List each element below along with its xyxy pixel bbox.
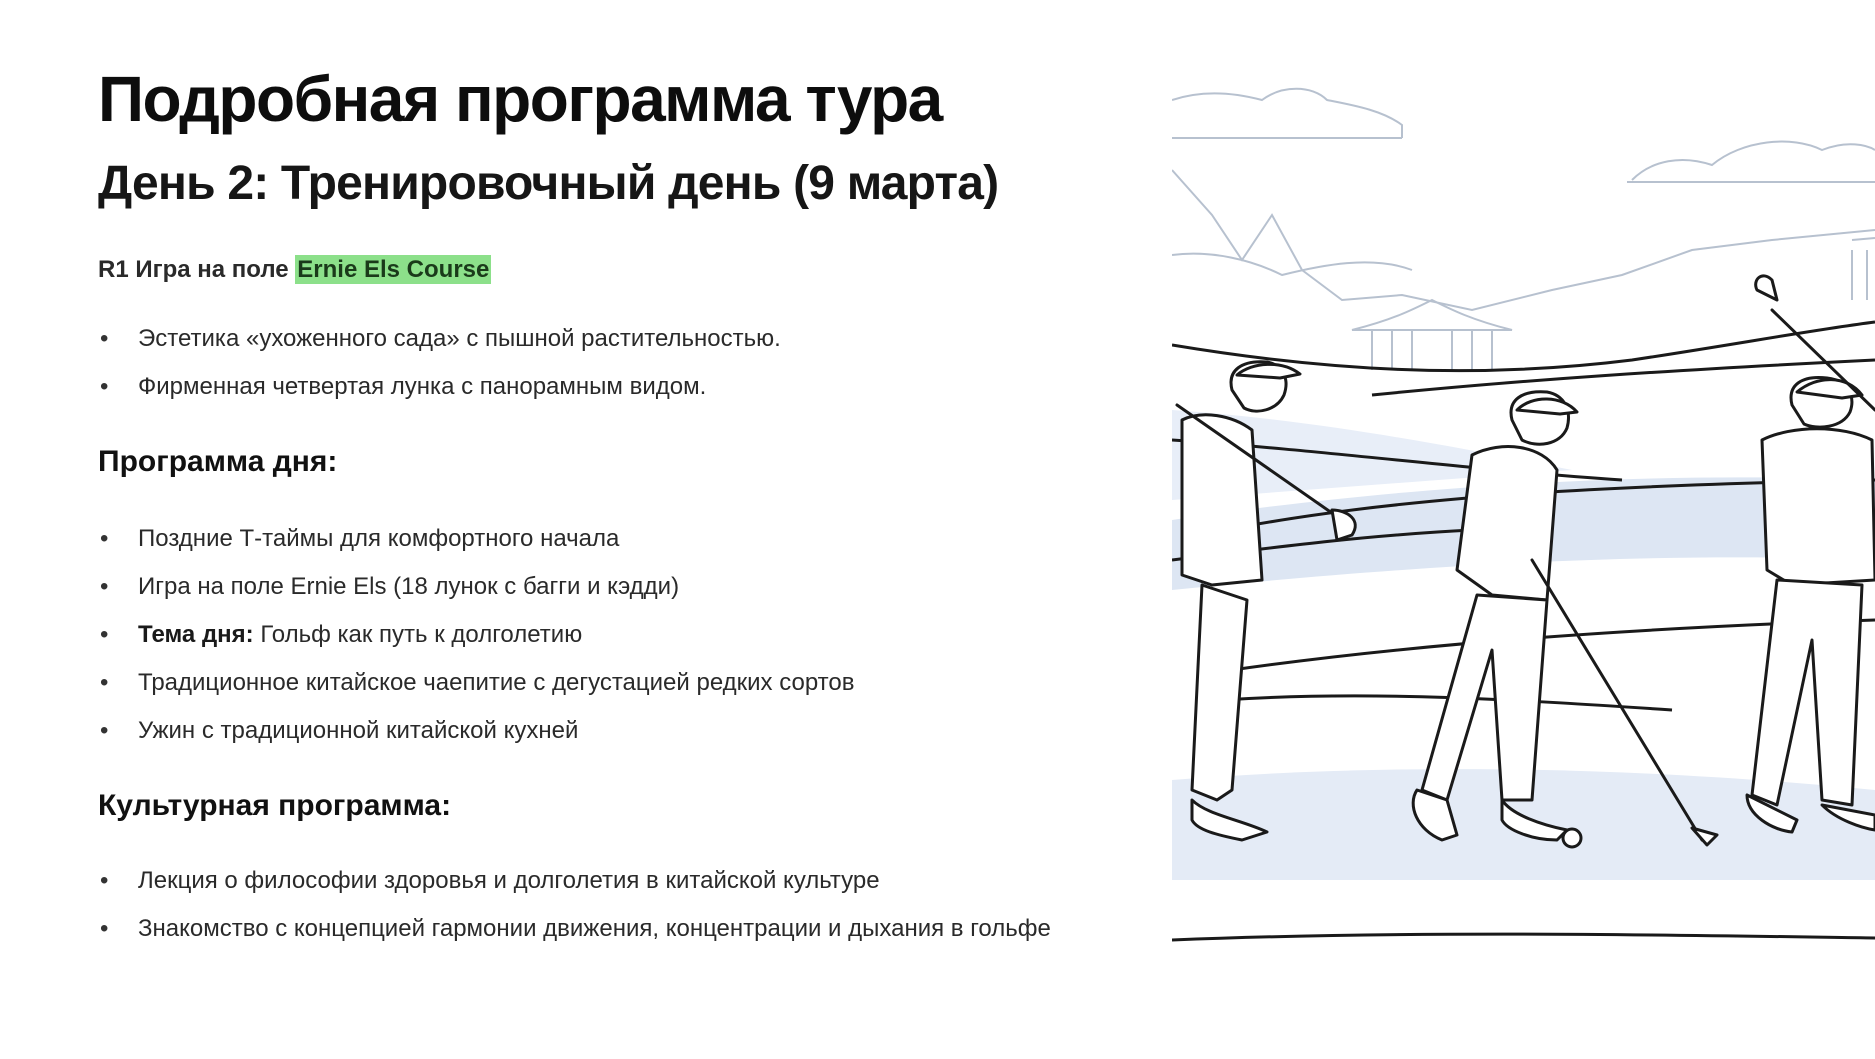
venue-highlight: Ernie Els Course xyxy=(297,256,490,283)
list-item-bold-label: Тема дня: xyxy=(138,621,254,648)
golf-course-drawing xyxy=(1172,0,1875,1059)
list-item: • Лекция о философии здоровья и долголетия в китайской культуре xyxy=(98,862,1058,900)
list-item: • Игра на поле Ernie Els (18 лунок с багги и кэдди) xyxy=(98,568,1058,606)
list-item: • Эстетика «ухоженного сада» с пышной растительностью. xyxy=(98,320,1058,358)
course-highlights-list xyxy=(98,320,1058,416)
culture-heading: Культурная программа: xyxy=(98,789,452,822)
program-heading: Программа дня: xyxy=(98,445,338,478)
page-title: Подробная программа тура xyxy=(98,63,942,135)
list-item: • Традиционное китайское чаепитие с дегустацией редких сортов xyxy=(98,664,1058,702)
culture-list xyxy=(98,862,1058,958)
list-item-text: Гольф как путь к долголетию xyxy=(260,621,583,648)
program-list xyxy=(98,520,1058,760)
page-subtitle: День 2: Тренировочный день (9 марта) xyxy=(98,157,999,210)
list-item xyxy=(98,616,1058,654)
venue-prefix: R1 Игра на поле xyxy=(98,256,289,283)
list-item: • Знакомство с концепцией гармонии движения, концентрации и дыхания в гольфе xyxy=(98,910,1058,948)
list-item: • Ужин с традиционной китайской кухней xyxy=(98,712,1058,750)
venue-line xyxy=(98,256,491,284)
golfers-illustration xyxy=(1172,0,1875,1059)
list-item: • Фирменная четвертая лунка с панорамным видом. xyxy=(98,368,1058,406)
list-item: • Поздние Т-таймы для комфортного начала xyxy=(98,520,1058,558)
